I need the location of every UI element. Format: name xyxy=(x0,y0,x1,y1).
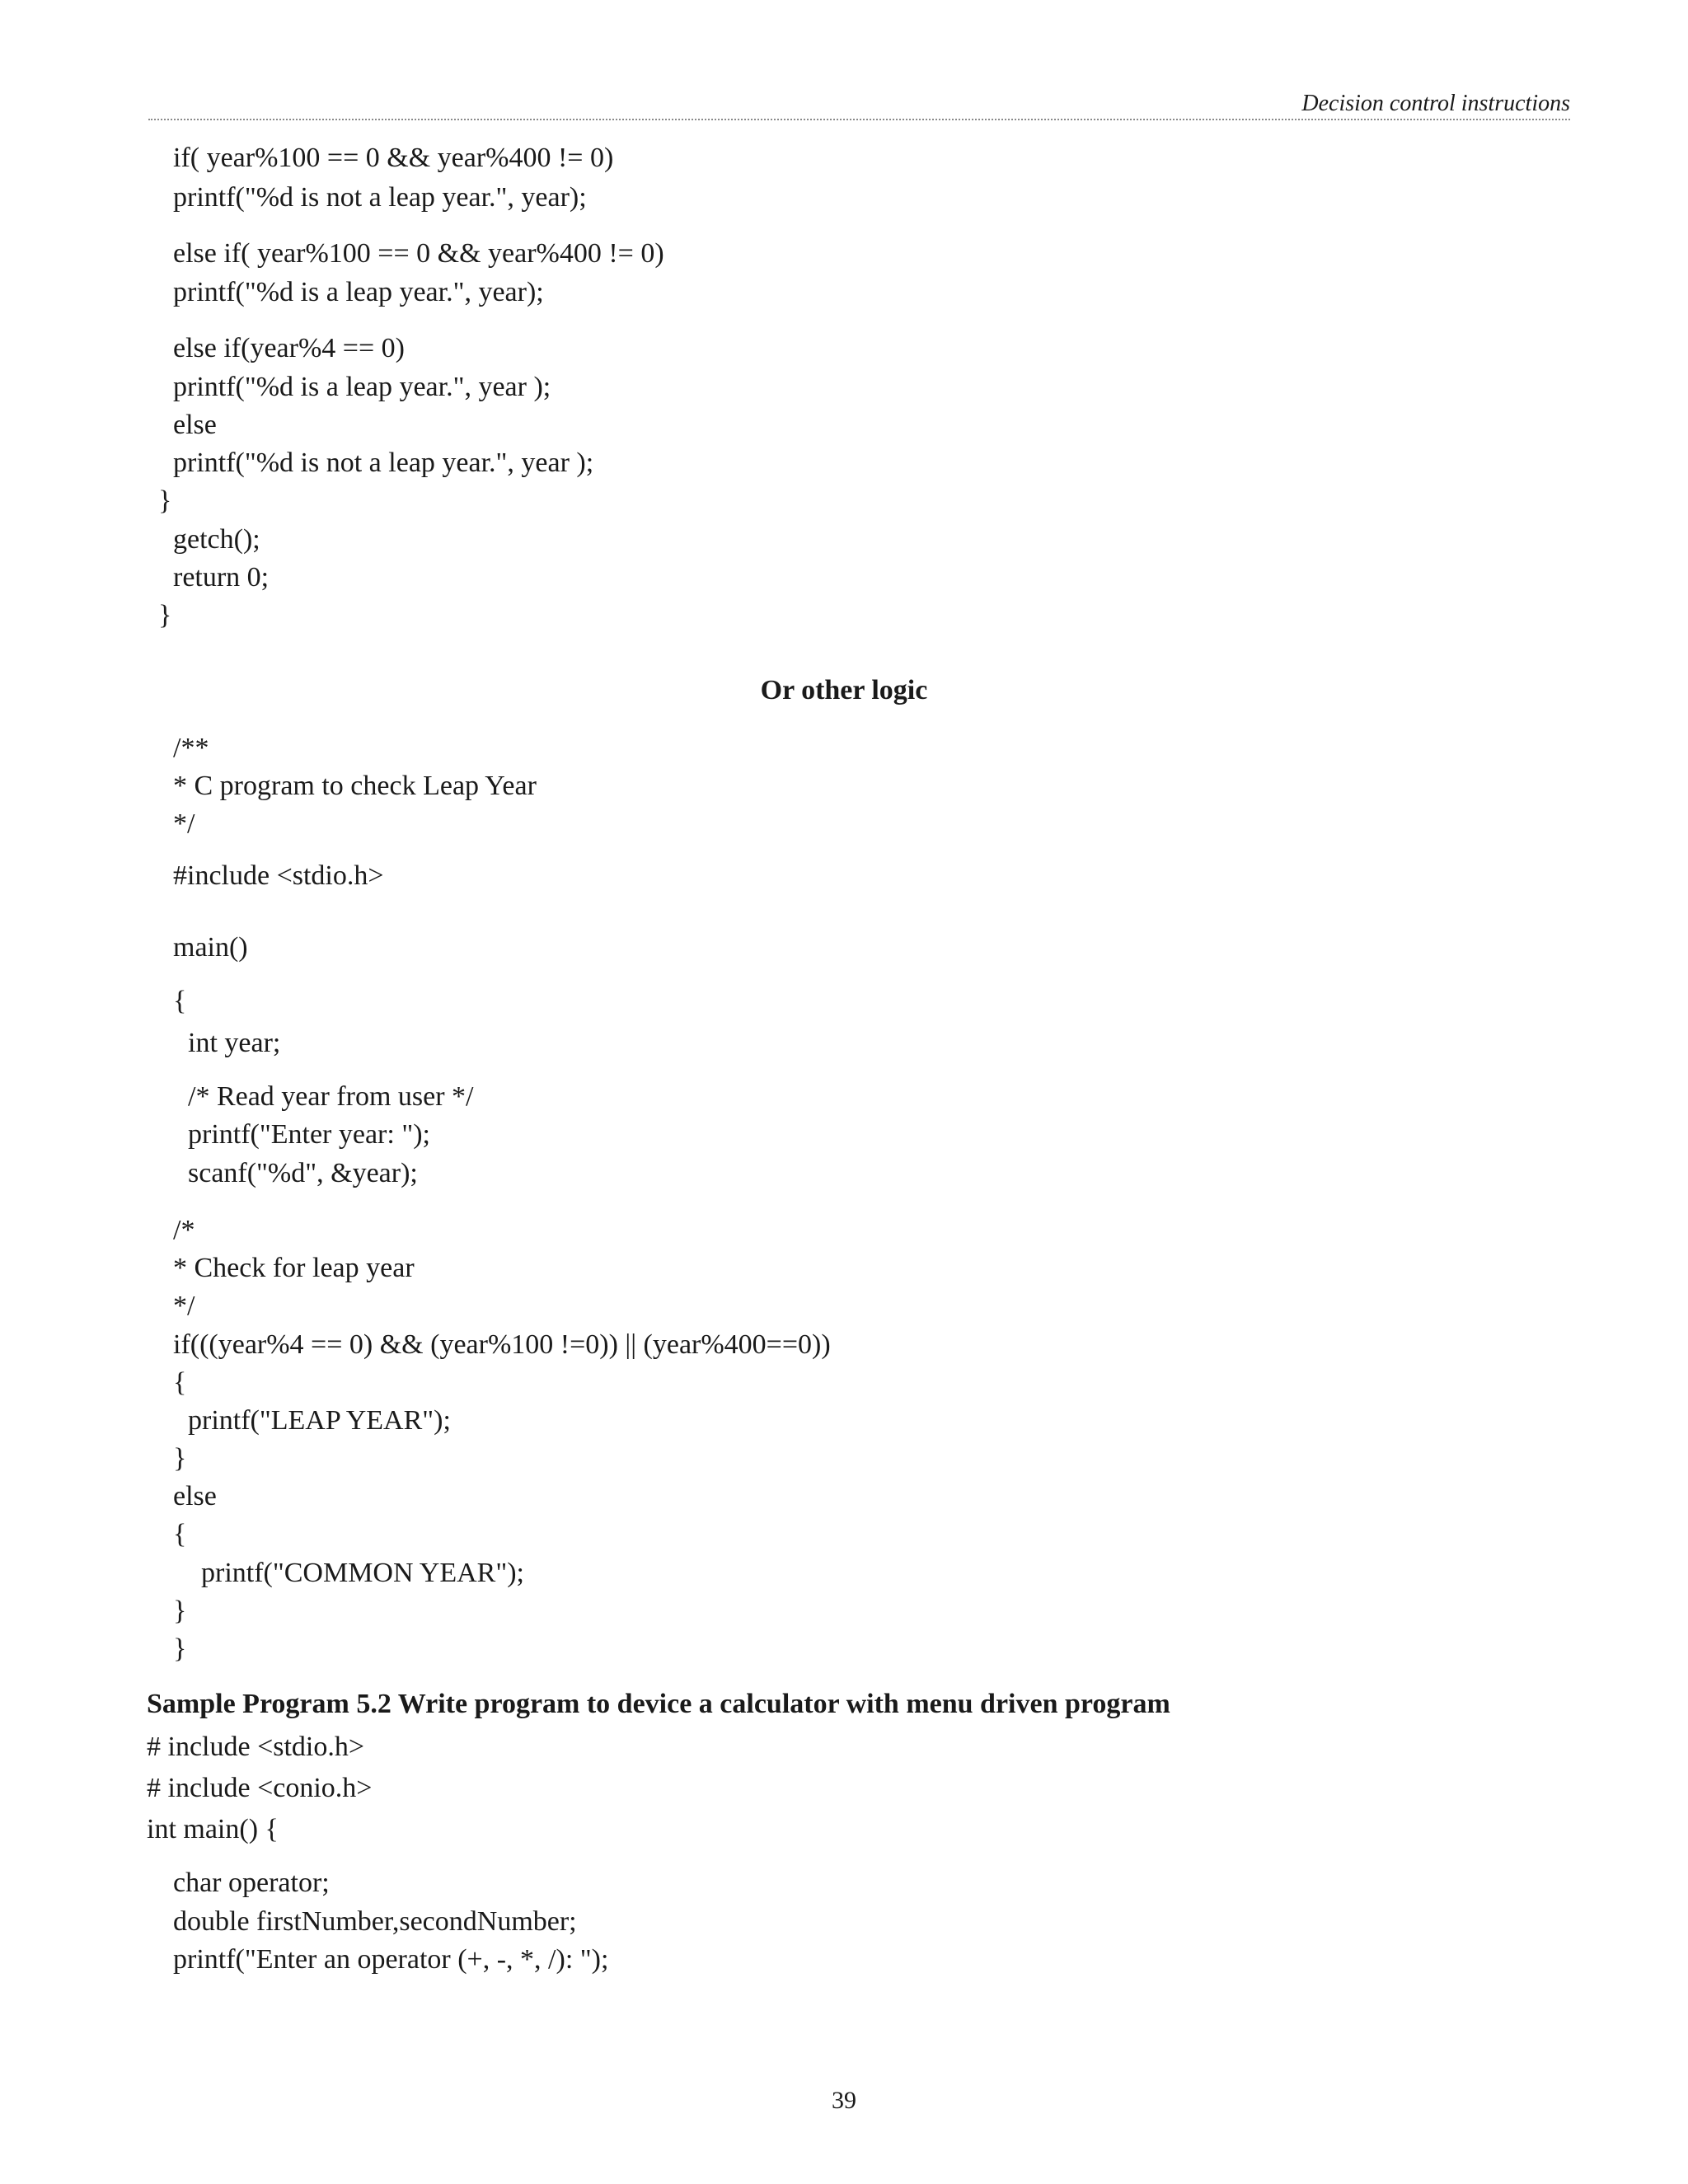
code-line: #include <stdio.h> xyxy=(173,860,384,891)
code-line: getch(); xyxy=(173,524,260,555)
page-header xyxy=(148,82,1570,120)
code-line: { xyxy=(173,986,187,1016)
code-line: /* xyxy=(173,1215,195,1245)
code-line: double firstNumber,secondNumber; xyxy=(173,1906,577,1937)
page-number: 39 xyxy=(832,2087,856,2114)
code-line: * Check for leap year xyxy=(173,1253,415,1283)
code-line: main() xyxy=(173,932,248,963)
code-line: printf("Enter an operator (+, -, *, /): "); xyxy=(173,1944,609,1975)
code-line: } xyxy=(173,1443,187,1474)
code-line: /* Read year from user */ xyxy=(188,1081,474,1112)
code-line: int main() { xyxy=(147,1814,279,1844)
running-title: Decision control instructions xyxy=(1301,91,1570,116)
code-line: { xyxy=(173,1519,187,1549)
code-line: else xyxy=(173,410,217,440)
code-line: printf("Enter year: "); xyxy=(188,1119,430,1150)
code-line: } xyxy=(173,1633,187,1664)
code-line: printf("%d is a leap year.", year); xyxy=(173,277,544,307)
code-line: } xyxy=(158,600,172,630)
code-line: } xyxy=(158,485,172,516)
code-line: # include <stdio.h> xyxy=(147,1732,365,1762)
code-line: if(((year%4 == 0) && (year%100 !=0)) || (year%400==0)) xyxy=(173,1329,831,1360)
code-line: * C program to check Leap Year xyxy=(173,771,537,801)
code-line: char operator; xyxy=(173,1868,330,1898)
code-line: else xyxy=(173,1481,217,1511)
code-line: else if(year%4 == 0) xyxy=(173,333,405,363)
code-line: printf("COMMON YEAR"); xyxy=(201,1558,524,1588)
code-line: } xyxy=(173,1596,187,1626)
code-line: */ xyxy=(173,808,195,839)
code-line: printf("%d is not a leap year.", year ); xyxy=(173,448,594,478)
code-line: { xyxy=(173,1367,187,1398)
code-line: else if( year%100 == 0 && year%400 != 0) xyxy=(173,238,664,269)
code-line: int year; xyxy=(188,1028,281,1058)
code-line: # include <conio.h> xyxy=(147,1773,373,1803)
code-line: printf("LEAP YEAR"); xyxy=(188,1405,451,1436)
code-line: return 0; xyxy=(173,562,270,593)
code-line: if( year%100 == 0 && year%400 != 0) xyxy=(173,143,614,173)
code-line: */ xyxy=(173,1291,195,1321)
code-line: /** xyxy=(173,733,209,763)
code-line: scanf("%d", &year); xyxy=(188,1158,418,1188)
code-line: printf("%d is a leap year.", year ); xyxy=(173,372,551,402)
section-heading: Or other logic xyxy=(760,675,928,705)
sample-program-title: Sample Program 5.2 Write program to device a calculator with menu driven program xyxy=(147,1689,1170,1719)
code-line: printf("%d is not a leap year.", year); xyxy=(173,182,587,213)
